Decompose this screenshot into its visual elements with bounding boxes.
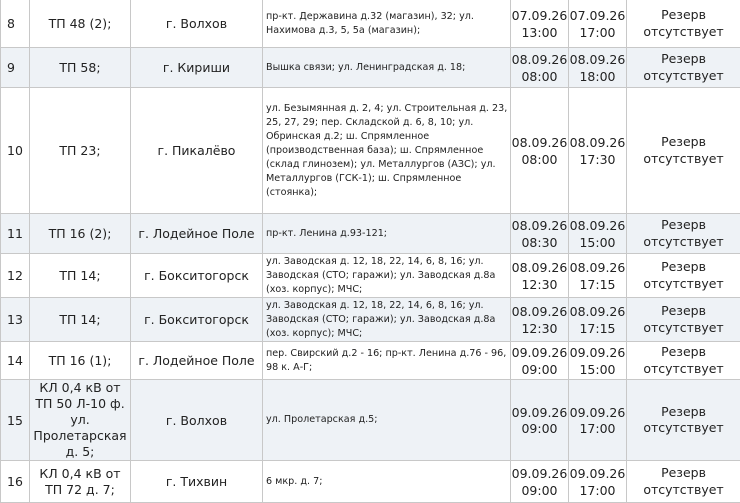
table-body	[1, 0, 740, 503]
end-date: 08.09.26	[569, 135, 626, 152]
reserve-cell: Резерв отсутствует	[627, 214, 740, 254]
start-time: 12:30	[511, 321, 568, 338]
start-cell	[511, 0, 569, 48]
reserve-cell: Резерв отсутствует	[627, 48, 740, 88]
address-cell: пр-кт. Державина д.32 (магазин), 32; ул. Нахимова д.3, 5, 5а (магазин);	[263, 0, 511, 48]
reserve-cell: Резерв отсутствует	[627, 380, 740, 461]
address-cell: пр-кт. Ленина д.93-121;	[263, 214, 511, 254]
start-cell	[511, 214, 569, 254]
end-time: 17:30	[569, 152, 626, 169]
object-cell: ТП 16 (1);	[30, 342, 131, 380]
start-date: 09.09.26	[511, 466, 568, 483]
end-time: 17:00	[569, 25, 626, 42]
city-cell: г. Кириши	[131, 48, 263, 88]
end-cell	[569, 88, 627, 214]
row-number: 11	[1, 214, 30, 254]
start-time: 08:00	[511, 69, 568, 86]
reserve-cell: Резерв отсутствует	[627, 461, 740, 503]
row-number: 8	[1, 0, 30, 48]
address-cell: пер. Свирский д.2 - 16; пр-кт. Ленина д.76 - 96, 98 к. А-Г;	[263, 342, 511, 380]
end-time: 17:00	[569, 483, 626, 500]
end-cell	[569, 0, 627, 48]
reserve-cell: Резерв отсутствует	[627, 342, 740, 380]
start-time: 08:00	[511, 152, 568, 169]
end-date: 08.09.26	[569, 218, 626, 235]
end-cell	[569, 298, 627, 342]
end-time: 18:00	[569, 69, 626, 86]
start-cell	[511, 461, 569, 503]
address-cell: ул. Заводская д. 12, 18, 22, 14, 6, 8, 16; ул. Заводская (СТО; гаражи); ул. Заводская д.8а (хоз. корпус); МЧС;	[263, 254, 511, 298]
end-date: 08.09.26	[569, 260, 626, 277]
reserve-cell: Резерв отсутствует	[627, 0, 740, 48]
end-date: 07.09.26	[569, 8, 626, 25]
reserve-cell: Резерв отсутствует	[627, 88, 740, 214]
city-cell: г. Бокситогорск	[131, 254, 263, 298]
address-cell: 6 мкр. д. 7;	[263, 461, 511, 503]
row-number: 9	[1, 48, 30, 88]
object-cell: ТП 16 (2);	[30, 214, 131, 254]
start-date: 07.09.26	[511, 8, 568, 25]
end-date: 09.09.26	[569, 345, 626, 362]
object-cell: ТП 14;	[30, 254, 131, 298]
start-date: 08.09.26	[511, 260, 568, 277]
end-cell	[569, 48, 627, 88]
end-cell	[569, 254, 627, 298]
end-cell	[569, 214, 627, 254]
end-date: 08.09.26	[569, 304, 626, 321]
row-number: 14	[1, 342, 30, 380]
city-cell: г. Тихвин	[131, 461, 263, 503]
city-cell: г. Бокситогорск	[131, 298, 263, 342]
start-cell	[511, 380, 569, 461]
start-cell	[511, 342, 569, 380]
start-date: 09.09.26	[511, 405, 568, 422]
table-row	[1, 48, 740, 88]
start-date: 08.09.26	[511, 52, 568, 69]
start-date: 08.09.26	[511, 218, 568, 235]
table-row	[1, 380, 740, 461]
end-date: 08.09.26	[569, 52, 626, 69]
end-time: 17:15	[569, 277, 626, 294]
start-time: 08:30	[511, 235, 568, 252]
start-time: 09:00	[511, 421, 568, 438]
end-time: 15:00	[569, 362, 626, 379]
row-number: 12	[1, 254, 30, 298]
table-row	[1, 88, 740, 214]
start-cell	[511, 254, 569, 298]
address-cell: ул. Безымянная д. 2, 4; ул. Строительная д. 23, 25, 27, 29; пер. Складской д. 6, 8, 10; ул. Обринская д.2; ш. Спрямленное (производственная база); ш. Спрямленное (склад глинозем); ул. Металлургов (АЗС); ул. Металлургов (ГСК-1); ш. Спрямленное (стоянка);	[263, 88, 511, 214]
row-number: 16	[1, 461, 30, 503]
start-cell	[511, 48, 569, 88]
table-row	[1, 254, 740, 298]
start-date: 08.09.26	[511, 304, 568, 321]
address-cell: Вышка связи; ул. Ленинградская д. 18;	[263, 48, 511, 88]
start-cell	[511, 88, 569, 214]
end-time: 15:00	[569, 235, 626, 252]
table-row	[1, 342, 740, 380]
table-row	[1, 214, 740, 254]
start-date: 08.09.26	[511, 135, 568, 152]
reserve-cell: Резерв отсутствует	[627, 254, 740, 298]
address-cell: ул. Пролетарская д.5;	[263, 380, 511, 461]
end-date: 09.09.26	[569, 405, 626, 422]
start-time: 09:00	[511, 362, 568, 379]
start-date: 09.09.26	[511, 345, 568, 362]
table-row	[1, 461, 740, 503]
object-cell: ТП 14;	[30, 298, 131, 342]
city-cell: г. Лодейное Поле	[131, 214, 263, 254]
reserve-cell: Резерв отсутствует	[627, 298, 740, 342]
end-cell	[569, 342, 627, 380]
end-time: 17:15	[569, 321, 626, 338]
object-cell: КЛ 0,4 кВ от ТП 50 Л-10 ф. ул. Пролетарская д. 5;	[30, 380, 131, 461]
start-time: 12:30	[511, 277, 568, 294]
city-cell: г. Лодейное Поле	[131, 342, 263, 380]
city-cell: г. Пикалёво	[131, 88, 263, 214]
end-date: 09.09.26	[569, 466, 626, 483]
end-time: 17:00	[569, 421, 626, 438]
end-cell	[569, 380, 627, 461]
start-cell	[511, 298, 569, 342]
address-cell: ул. Заводская д. 12, 18, 22, 14, 6, 8, 16; ул. Заводская (СТО; гаражи); ул. Заводская д.8а (хоз. корпус); МЧС;	[263, 298, 511, 342]
object-cell: ТП 48 (2);	[30, 0, 131, 48]
start-time: 13:00	[511, 25, 568, 42]
object-cell: ТП 23;	[30, 88, 131, 214]
object-cell: КЛ 0,4 кВ от ТП 72 д. 7;	[30, 461, 131, 503]
row-number: 10	[1, 88, 30, 214]
object-cell: ТП 58;	[30, 48, 131, 88]
table-row	[1, 0, 740, 48]
end-cell	[569, 461, 627, 503]
row-number: 15	[1, 380, 30, 461]
row-number: 13	[1, 298, 30, 342]
city-cell: г. Волхов	[131, 0, 263, 48]
start-time: 09:00	[511, 483, 568, 500]
city-cell: г. Волхов	[131, 380, 263, 461]
table-row	[1, 298, 740, 342]
